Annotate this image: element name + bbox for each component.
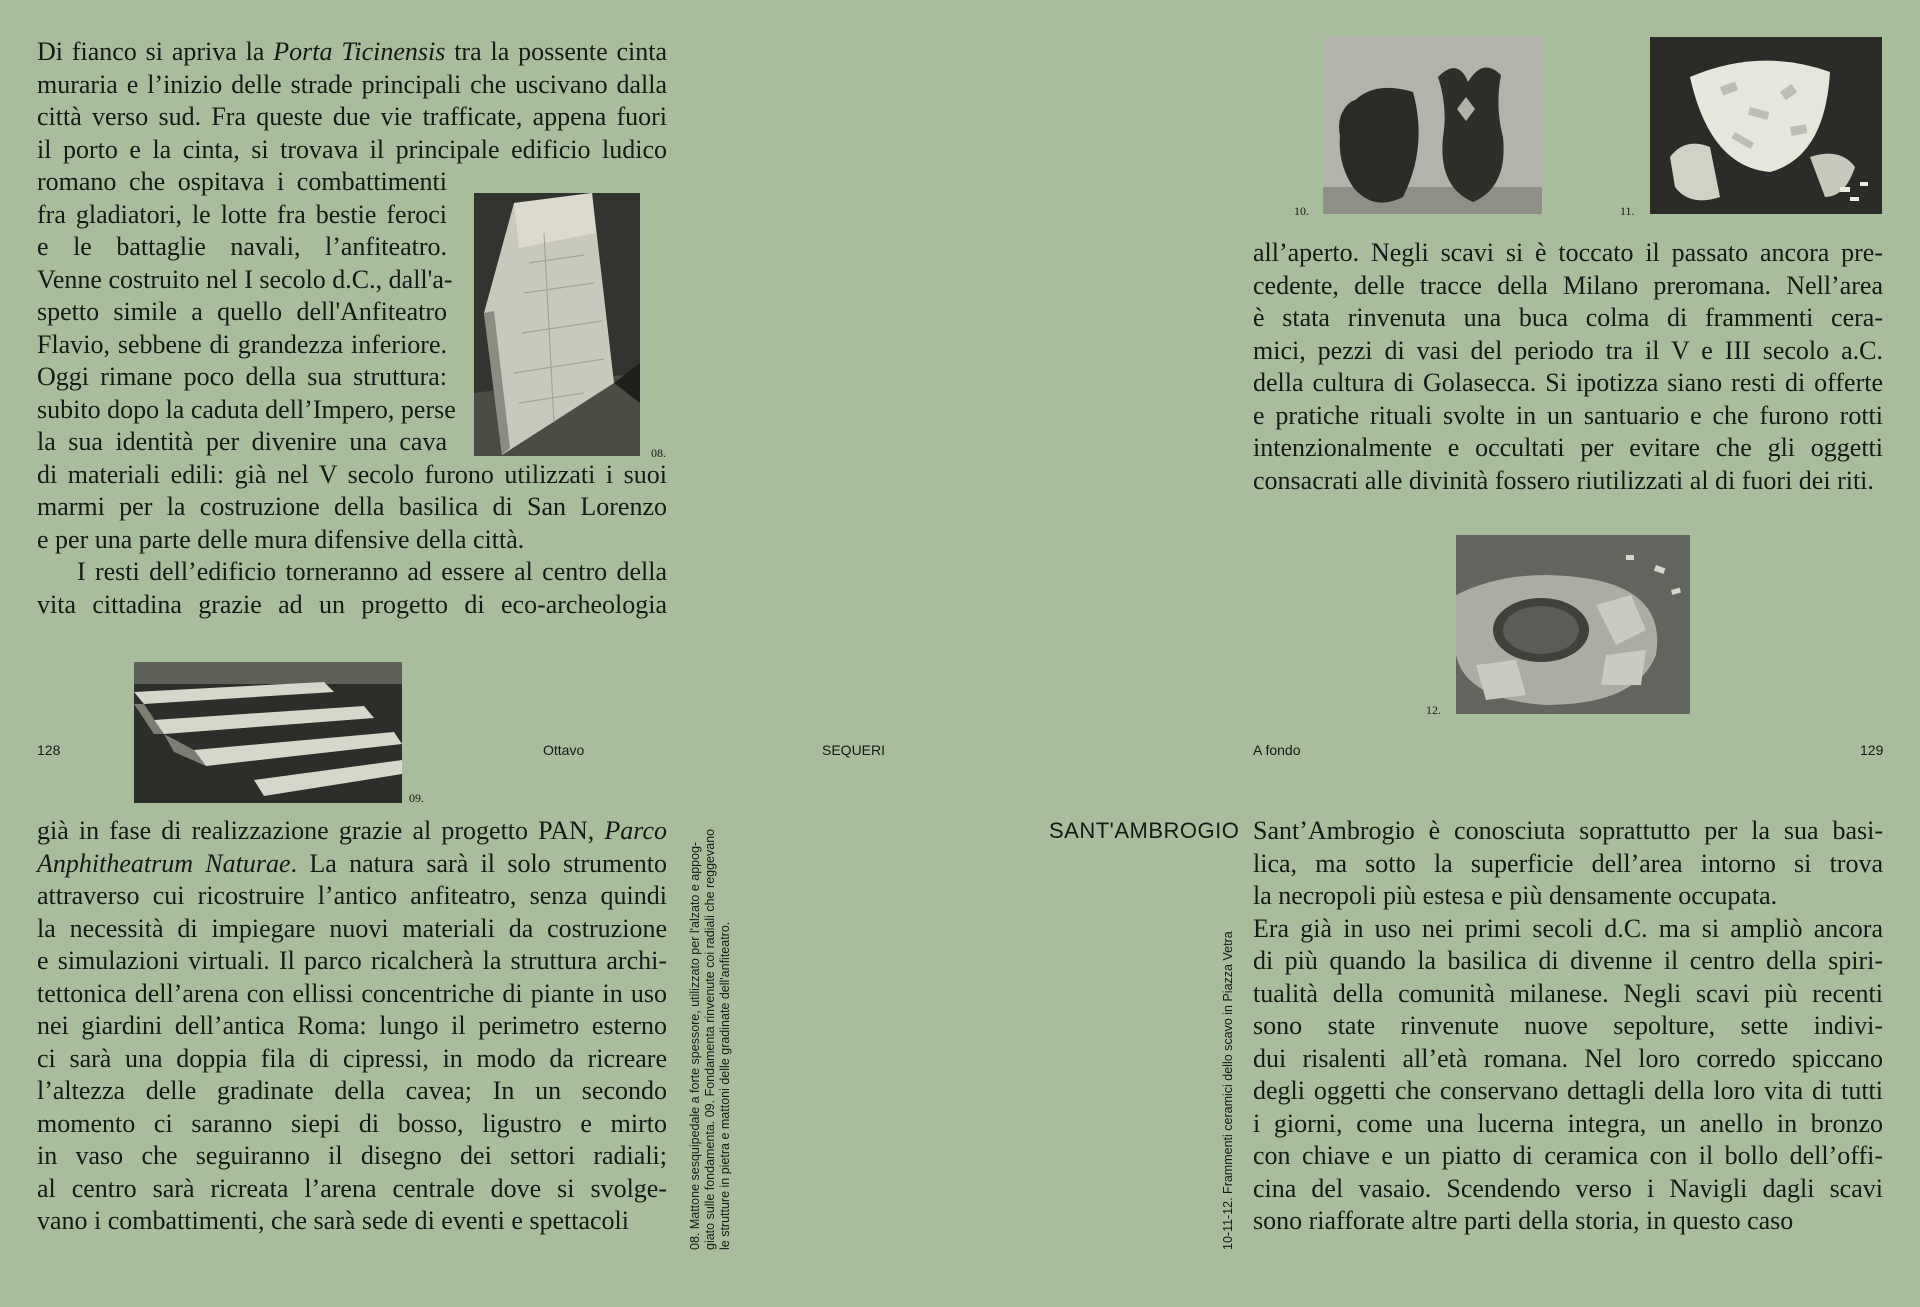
text-line: nei giardini dell’antica Roma: lungo il perimetro esterno	[37, 1011, 667, 1040]
text-line: dui risalenti all’età romana. Nel loro corredo spiccano	[1253, 1043, 1883, 1073]
figure-number-09: 09.	[409, 791, 424, 805]
photo-08-brick	[474, 193, 640, 456]
right-bottom-text	[1253, 815, 1883, 1238]
text-line: con chiave e un piatto di ceramica con il bollo dell’offi-	[1253, 1141, 1883, 1170]
text-line: l’altezza delle gradinate della cavea; In un secondo	[37, 1076, 667, 1105]
caption-figures-08-09: 08. Mattone sesquipedale a forte spessore, utilizzato per l'alzato e appog- giato sulle fondamenta. 09. Fondamenta rinvenute coi radiali che reggevano le strutture in pietra e mattoni delle gradinate dell'anfiteatro.	[688, 828, 732, 1250]
text-line: mici, pezzi di vasi del periodo tra il V e III secolo a.C.	[1253, 335, 1883, 365]
text-line: all’aperto. Negli scavi si è toccato il passato ancora pre-	[1253, 238, 1883, 267]
text-line: lica, ma sotto la superficie dell’area intorno si trova	[1253, 848, 1883, 878]
text-line: tettonica dell’arena con ellissi concentriche di piante in uso	[37, 978, 667, 1008]
text-line: intenzionalmente e occultati per evitare che gli oggetti	[1253, 433, 1883, 462]
text-line: Venne costruito nel I secolo d.C., dall'a-	[37, 264, 453, 294]
photo-12-ceramic-pit	[1456, 535, 1690, 714]
figure-number-11: 11.	[1620, 204, 1635, 218]
text-line: I resti dell’edificio torneranno ad essere al centro della	[77, 557, 667, 586]
figure-number-10: 10.	[1294, 204, 1309, 218]
text-line: e pratiche rituali svolte in un santuario e che furono rotti	[1253, 400, 1883, 430]
photo-09-foundations	[134, 662, 402, 803]
text-line: sono state rinvenute nuove sepolture, sette indivi-	[1253, 1011, 1883, 1040]
text-line: tualità della comunità milanese. Negli scavi più recenti	[1253, 978, 1883, 1008]
section-name-left: Ottavo	[543, 742, 585, 758]
text-line: cedente, delle tracce della Milano preromana. Nell’area	[1253, 270, 1883, 300]
section-name-right: A fondo	[1253, 742, 1301, 758]
text-line: ci sarà una doppia fila di cipressi, in modo da ricreare	[37, 1043, 667, 1073]
left-bottom-text	[37, 815, 667, 1238]
text-line: sono riafforate altre parti della storia, in questo caso	[1253, 1206, 1794, 1235]
text-line: la necropoli più estesa e più densamente occupata.	[1253, 881, 1778, 910]
text-line: in vaso che seguiranno il disegno dei settori radiali;	[37, 1141, 667, 1170]
text-line: la sua identità per divenire una cava	[37, 427, 447, 456]
figure-number-12: 12.	[1426, 703, 1441, 717]
text-line: momento ci saranno siepi di bosso, ligustro e mirto	[37, 1108, 667, 1138]
text-line: già in fase di realizzazione grazie al progetto PAN, Parco	[37, 816, 667, 845]
narrow-column	[37, 166, 456, 459]
text-line: romano che ospitava i combattimenti	[37, 167, 447, 196]
section-heading: SANT'AMBROGIO	[1049, 818, 1240, 843]
text-line: Anphitheatrum Naturae. La natura sarà il solo strumento	[37, 848, 667, 878]
right-top-text	[1253, 237, 1883, 497]
text-line: consacrati alle divinità fossero riutilizzati al di fuori dei riti.	[1253, 465, 1874, 495]
caption-figures-10-11-12: 10-11-12. Frammenti ceramici dello scavo in Piazza Vetra	[1221, 931, 1235, 1250]
text-line: Sant’Ambrogio è conosciuta soprattutto per la sua basi-	[1253, 816, 1883, 845]
text-line: di più quando la basilica di divenne il centro della spiri-	[1253, 946, 1883, 975]
text-line: vano i combattimenti, che sarà sede di eventi e spettacoli	[37, 1206, 630, 1235]
text-line: e le battaglie navali, l’anfiteatro.	[37, 232, 447, 261]
text-line: fra gladiatori, le lotte fra bestie feroci	[37, 199, 447, 229]
photo-10-vessels	[1323, 37, 1542, 214]
text-line: vita cittadina grazie ad un progetto di eco-archeologia	[37, 589, 667, 619]
text-line: di materiali edili: già nel V secolo furono utilizzati i suoi	[37, 459, 667, 489]
photo-11-bowl	[1650, 37, 1882, 214]
text-line: la necessità di impiegare nuovi materiali da costruzione	[37, 913, 667, 943]
page-number-right: 129	[1860, 742, 1884, 758]
text-line: al centro sarà ricreata l’arena centrale dove si svolge-	[37, 1173, 667, 1203]
text-line: Flavio, sebbene di grandezza inferiore.	[37, 329, 447, 359]
text-line: degli oggetti che conservano dettagli della loro vita di tutti	[1253, 1076, 1883, 1105]
text-line: e simulazioni virtuali. Il parco ricalcherà la struttura archi-	[37, 946, 667, 975]
text-line: Era già in uso nei primi secoli d.C. ma si ampliò ancora	[1253, 913, 1883, 943]
text-line: della cultura di Golasecca. Si ipotizza siano resti di offerte	[1253, 368, 1883, 397]
text-line: Di fianco si apriva la Porta Ticinensis tra la possente cinta	[37, 37, 667, 66]
text-line: e per una parte delle mura difensive della città.	[37, 524, 525, 554]
magazine-title: SEQUERI	[822, 742, 886, 758]
page-number-left: 128	[37, 742, 61, 758]
text-line: attraverso cui ricostruire l’antico anfiteatro, senza quindi	[37, 881, 667, 910]
text-line: è stata rinvenuta una buca colma di frammenti cera-	[1253, 303, 1883, 332]
text-line: città verso sud. Fra queste due vie trafficate, appena fuori	[37, 102, 667, 131]
text-line: il porto e la cinta, si trovava il principale edificio ludico	[37, 134, 667, 164]
text-line: i giorni, come una lucerna integra, un anello in bronzo	[1253, 1108, 1883, 1138]
figure-number-08: 08.	[651, 446, 666, 460]
text-line: subito dopo la caduta dell’Impero, perse	[37, 394, 456, 424]
text-line: spetto simile a quello dell'Anfiteatro	[37, 297, 447, 326]
text-line: marmi per la costruzione della basilica di San Lorenzo	[37, 492, 667, 521]
text-line: cina del vasaio. Scendendo verso i Navigli dagli scavi	[1253, 1173, 1883, 1203]
text-line: muraria e l’inizio delle strade principali che uscivano dalla	[37, 69, 667, 99]
text-line: Oggi rimane poco della sua struttura:	[37, 362, 447, 391]
